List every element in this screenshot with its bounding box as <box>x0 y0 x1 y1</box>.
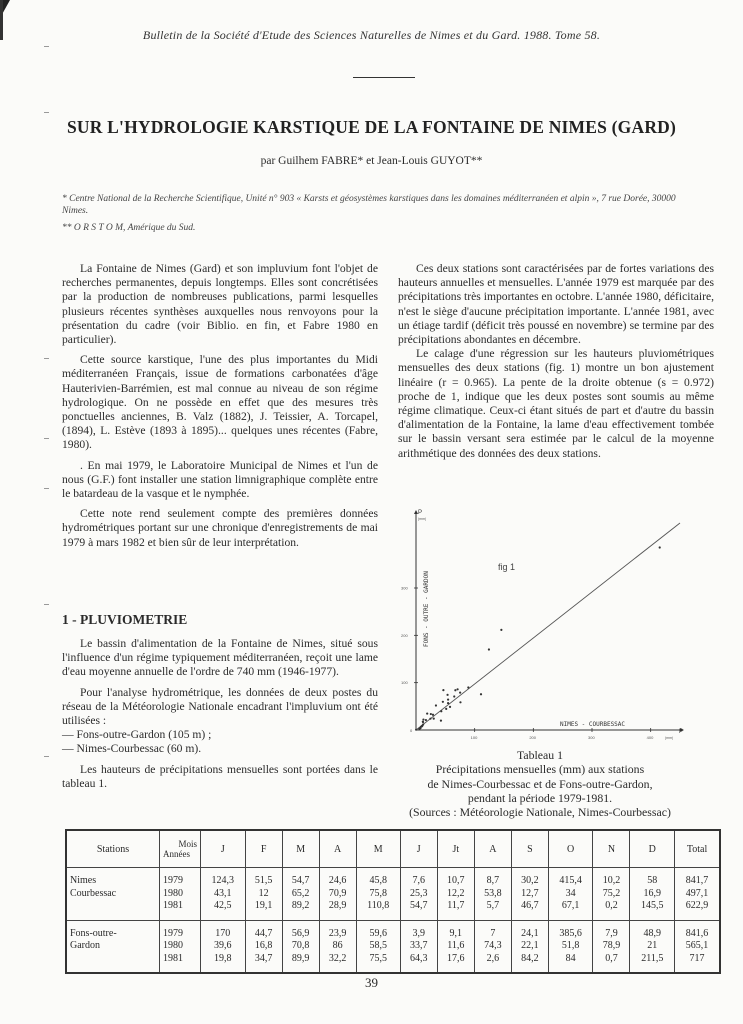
data-point <box>432 714 434 716</box>
caption-line: Précipitations mensuelles (mm) aux stations <box>435 762 645 777</box>
station-name-line: Fons-outre- <box>70 927 117 939</box>
value: 84,2 <box>521 952 539 964</box>
paragraph: Cette note rend seulement compte des premières données hydrométriques portant sur une chronique d'enregistrements de mai 1979 à mars 1982 et bien sûr de leur interprétation. <box>62 507 378 549</box>
x-tick-label: 300 <box>588 735 595 740</box>
data-point <box>459 701 461 703</box>
month-cell <box>548 868 593 921</box>
data-point <box>659 546 661 548</box>
affiliation-2: ** O R S T O M, Amérique du Sud. <box>62 223 196 233</box>
value: 30,2 <box>521 875 539 886</box>
data-point <box>449 706 451 708</box>
x-tick-label: 100 <box>470 735 478 740</box>
value: 12,2 <box>447 887 465 899</box>
y-tick-label: 200 <box>401 632 408 638</box>
value: 841,7 <box>685 875 709 886</box>
margin-mark <box>44 112 49 113</box>
year-list <box>160 920 201 973</box>
value: 19,8 <box>214 952 232 964</box>
header-month: D <box>630 830 675 868</box>
value: 24,1 <box>521 927 539 939</box>
month-cell <box>319 868 356 921</box>
data-point <box>422 723 424 725</box>
table-row-group <box>66 920 720 973</box>
year-list <box>160 868 201 921</box>
value: 22,1 <box>521 940 539 951</box>
value: 841,6 <box>685 927 709 939</box>
data-point <box>453 695 455 697</box>
year: 1979 <box>163 875 183 886</box>
data-point <box>418 728 420 730</box>
header-total: Total <box>675 830 720 868</box>
value: 59,6 <box>369 927 387 939</box>
value: 2,6 <box>486 952 500 964</box>
value: 78,9 <box>602 940 621 951</box>
month-cell <box>400 868 437 921</box>
data-point <box>425 719 427 721</box>
data-point <box>500 629 502 631</box>
month-cell <box>245 920 282 973</box>
value: 21 <box>647 940 658 951</box>
value: 7,6 <box>412 875 425 886</box>
value: 75,2 <box>602 887 621 899</box>
value: 33,7 <box>410 940 428 951</box>
station-name-line: Nimes <box>70 875 97 886</box>
margin-mark <box>44 438 49 439</box>
value: 16,9 <box>643 887 662 899</box>
year: 1979 <box>163 927 183 939</box>
value: 10,2 <box>602 875 621 886</box>
month-cell <box>593 920 630 973</box>
month-cell <box>282 920 319 973</box>
value: 11,7 <box>447 900 465 911</box>
paragraph: La Fontaine de Nimes (Gard) et son impluvium font l'objet de recherches permanentes, depuis longtemps. Elles sont concrétisées par la production de nombreuses publications, parmi lesquelles plusieurs récentes synthèses auxquelles nous renvoyons pour la présentation du cadre (voir Biblio. en fin, et Fabre 1980 en particulier). <box>62 262 378 347</box>
affiliation-1: * Centre National de la Recherche Scientifique, Unité n° 903 « Karsts et géosystèmes karstiques dans les domaines méditerranéen et alpin », 7 rue Dorée, 30000 Nimes. <box>62 194 676 216</box>
value: 3,9 <box>412 927 425 939</box>
data-point <box>433 717 435 719</box>
value: 19,1 <box>254 900 273 911</box>
value: 622,9 <box>685 900 709 911</box>
margin-mark <box>44 46 49 47</box>
month-cell <box>437 920 474 973</box>
data-point <box>440 720 442 722</box>
header-month: S <box>511 830 548 868</box>
data-point <box>459 692 461 694</box>
value: 51,5 <box>254 875 273 886</box>
value: 34,7 <box>254 952 273 964</box>
value: 7,9 <box>605 927 618 939</box>
margin-mark <box>44 358 49 359</box>
header-mois: Mois <box>178 839 197 849</box>
header-month: J <box>400 830 437 868</box>
data-point <box>422 718 424 720</box>
value: 84 <box>565 952 576 964</box>
value: 565,1 <box>685 940 709 951</box>
month-cell <box>437 868 474 921</box>
left-column <box>62 262 378 556</box>
x-axis-symbol: P <box>679 729 684 735</box>
value: 89,2 <box>291 900 310 911</box>
running-head: Bulletin de la Société d'Etude des Sciences Naturelles de Nimes et du Gard. 1988. Tome 58. <box>142 28 601 42</box>
precipitation-table <box>65 829 721 974</box>
value: 145,5 <box>641 900 664 911</box>
x-tick-label: 200 <box>529 735 537 740</box>
left-column-section <box>62 637 378 797</box>
month-cell <box>593 868 630 921</box>
y-tick-label: 100 <box>401 680 408 686</box>
month-cell <box>630 920 675 973</box>
value: 385,6 <box>559 927 582 939</box>
data-point <box>447 702 449 704</box>
value: 51,8 <box>561 940 580 951</box>
data-point <box>430 713 432 715</box>
margin-mark <box>44 756 49 757</box>
section-heading: 1 - PLUVIOMETRIE <box>62 612 188 627</box>
month-cell <box>356 868 400 921</box>
data-point <box>442 689 444 691</box>
header-mois-annees <box>160 830 201 868</box>
value: 86 <box>332 940 343 951</box>
title-rule <box>353 77 415 78</box>
value: 497,1 <box>685 887 709 899</box>
data-point <box>447 698 449 700</box>
origin-label: 0 <box>410 728 413 733</box>
data-point <box>467 686 469 688</box>
value: 28,9 <box>328 900 347 911</box>
data-point <box>426 712 428 714</box>
value: 16,8 <box>254 940 273 951</box>
x-axis-unit: (mm) <box>665 736 674 740</box>
y-axis-unit: (mm) <box>418 517 427 521</box>
paragraph: Le calage d'une régression sur les hauteurs pluviométriques mensuelles des deux stations (fig. 1) montre un bon ajustement linéaire (r = 0.965). La pente de la droite obtenue (s = 0.972) proche de 1, indique que les deux postes sont soumis au même régime climatique. Ceux-ci étant situés de part et d'autre du bassin d'alimentation de la Fontaine, la lame d'eau effectivement tombée sur le bassin versant sera estimée par le calcul de la moyenne arithmétique des données des deux stations. <box>398 347 714 460</box>
value: 53,8 <box>484 887 502 899</box>
month-cell <box>511 920 548 973</box>
value: 39,6 <box>214 940 232 951</box>
figure-label: fig 1 <box>498 562 516 572</box>
data-point <box>454 689 456 691</box>
value: 70,8 <box>291 940 310 951</box>
value: 64,3 <box>410 952 428 964</box>
data-point <box>415 729 417 731</box>
value: 48,9 <box>643 927 662 939</box>
value: 11,6 <box>447 940 465 951</box>
value: 9,1 <box>449 927 463 939</box>
year: 1981 <box>163 900 183 911</box>
paragraph: Pour l'analyse hydrométrique, les données de deux postes du réseau de la Météorologie Nationale encadrant l'impluvium ont été utilisées : <box>62 685 378 728</box>
month-cell <box>548 920 593 973</box>
caption-line: de Nimes-Courbessac et de Fons-outre-Gardon, <box>427 776 653 791</box>
value: 12,7 <box>521 887 539 899</box>
value: 46,7 <box>521 900 539 911</box>
year: 1980 <box>163 940 183 951</box>
station-name-line: Gardon <box>70 940 100 951</box>
month-cell <box>201 868 246 921</box>
article-title: SUR L'HYDROLOGIE KARSTIQUE DE LA FONTAINE DE NIMES (GARD) <box>66 117 677 137</box>
paragraph: Les hauteurs de précipitations mensuelles sont portées dans le tableau 1. <box>62 762 378 790</box>
value: 7 <box>490 927 496 939</box>
list-item: — Nimes-Courbessac (60 m). <box>62 742 202 756</box>
header-month: O <box>548 830 593 868</box>
month-cell <box>356 920 400 973</box>
authors: par Guilhem FABRE* et Jean-Louis GUYOT** <box>260 155 483 167</box>
x-axis-label: NIMES - COURBESSAC <box>560 721 626 728</box>
right-column <box>398 262 714 467</box>
data-point <box>429 718 431 720</box>
value: 44,7 <box>254 927 273 939</box>
header-month: A <box>474 830 511 868</box>
y-tick-label: 300 <box>401 585 408 591</box>
value: 0,7 <box>605 952 618 964</box>
value: 17,6 <box>447 952 465 964</box>
table-caption <box>380 748 700 819</box>
value: 110,8 <box>367 900 390 911</box>
value: 415,4 <box>559 875 582 886</box>
year: 1980 <box>163 887 183 899</box>
value: 67,1 <box>561 900 580 911</box>
value: 58,5 <box>369 940 387 951</box>
data-point <box>446 694 448 696</box>
value: 75,8 <box>369 887 387 899</box>
month-cell <box>245 868 282 921</box>
data-point <box>480 693 482 695</box>
header-stations: Stations <box>66 830 160 868</box>
value: 24,6 <box>328 875 347 886</box>
margin-mark <box>44 604 49 605</box>
data-point <box>456 688 458 690</box>
value: 74,3 <box>484 940 502 951</box>
header-month: M <box>282 830 319 868</box>
value: 75,5 <box>369 952 387 964</box>
y-axis-label: FONS - OUTRE - GARDON <box>423 571 430 647</box>
month-cell <box>201 920 246 973</box>
month-cell <box>319 920 356 973</box>
value: 12 <box>258 887 269 899</box>
page-number: 39 <box>365 975 378 990</box>
data-point <box>442 701 444 703</box>
value: 25,3 <box>410 887 428 899</box>
regression-line <box>416 523 680 730</box>
value: 42,5 <box>214 900 232 911</box>
month-cell <box>474 920 511 973</box>
header-month: A <box>319 830 356 868</box>
caption-line: (Sources : Météorologie Nationale, Nimes-Courbessac) <box>409 805 671 820</box>
header-month: Jt <box>437 830 474 868</box>
value: 56,9 <box>291 927 310 939</box>
data-point <box>435 704 437 706</box>
paragraph: Le bassin d'alimentation de la Fontaine de Nimes, situé sous l'influence d'un régime typiquement méditerranéen, reçoit une lame d'eau moyenne annuelle de l'ordre de 740 mm (1946-1977). <box>62 637 378 679</box>
value: 124,3 <box>211 875 235 886</box>
value: 34 <box>565 887 576 899</box>
month-cell <box>630 868 675 921</box>
total-cell <box>675 920 720 973</box>
header-month: N <box>593 830 630 868</box>
value: 45,8 <box>369 875 387 886</box>
station-name <box>66 868 160 921</box>
value: 65,2 <box>291 887 310 899</box>
value: 170 <box>215 927 231 939</box>
value: 43,1 <box>214 887 232 899</box>
value: 717 <box>689 952 705 964</box>
figure-1-scatter <box>395 505 705 745</box>
total-cell <box>675 868 720 921</box>
value: 211,5 <box>641 952 664 964</box>
year: 1981 <box>163 952 183 964</box>
station-name <box>66 920 160 973</box>
data-point <box>488 648 490 650</box>
header-month: F <box>245 830 282 868</box>
month-cell <box>282 868 319 921</box>
y-axis-symbol: P <box>418 510 423 516</box>
value: 10,7 <box>447 875 465 886</box>
month-cell <box>400 920 437 973</box>
value: 89,9 <box>291 952 310 964</box>
caption-line: pendant la période 1979-1981. <box>467 790 613 805</box>
value: 70,9 <box>328 887 347 899</box>
value: 54,7 <box>410 900 428 911</box>
scatter-chart <box>395 505 705 745</box>
paragraph: Ces deux stations sont caractérisées par de fortes variations des hauteurs annuelles et mensuelles. L'année 1979 est marquée par des précipitations très importantes en octobre. L'année 1980, déficitaire, n'est le siège d'aucune précipitation importante. L'année 1981, avec un étiage tardif (déficit très poussé en novembre) se termine par des précipitations abondantes en décembre. <box>398 262 714 347</box>
table-row-group <box>66 868 720 921</box>
value: 58 <box>647 875 658 886</box>
month-cell <box>511 868 548 921</box>
value: 32,2 <box>328 952 347 964</box>
value: 23,9 <box>328 927 347 939</box>
x-tick-label: 400 <box>646 735 654 740</box>
paragraph: . En mai 1979, le Laboratoire Municipal de Nimes et l'un de nous (G.F.) font installer une station limnigraphique complète entre le batardeau de la vasque et le nymphée. <box>62 458 378 501</box>
value: 0,2 <box>605 900 618 911</box>
header-month: M <box>356 830 400 868</box>
data-point <box>440 710 442 712</box>
value: 54,7 <box>291 875 310 886</box>
month-cell <box>474 868 511 921</box>
data-point <box>445 708 447 710</box>
station-name-line: Courbessac <box>70 887 117 899</box>
margin-mark <box>44 488 49 489</box>
list-item: — Fons-outre-Gardon (105 m) ; <box>62 728 212 742</box>
caption-label: Tableau 1 <box>516 748 563 762</box>
value: 8,7 <box>486 875 500 886</box>
value: 5,7 <box>486 900 500 911</box>
header-month: J <box>201 830 246 868</box>
table-header-row <box>66 830 720 868</box>
paragraph: Cette source karstique, l'une des plus importantes du Midi méditerranéen Français, issue de formations carbonatées d'âge Hauterivien-Barrémien, est mal connue au niveau de son régime hydrologique. On ne possède en effet que des mesures très ponctuelles anciennes, B. Valz (1882), J. Teissier, A. Torcapel, (1894), L. Estève (1893 à 1895)... quelques unes récentes (Fabre, 1980). <box>62 353 378 452</box>
header-annees: Années <box>163 849 190 859</box>
data-point <box>422 721 424 723</box>
